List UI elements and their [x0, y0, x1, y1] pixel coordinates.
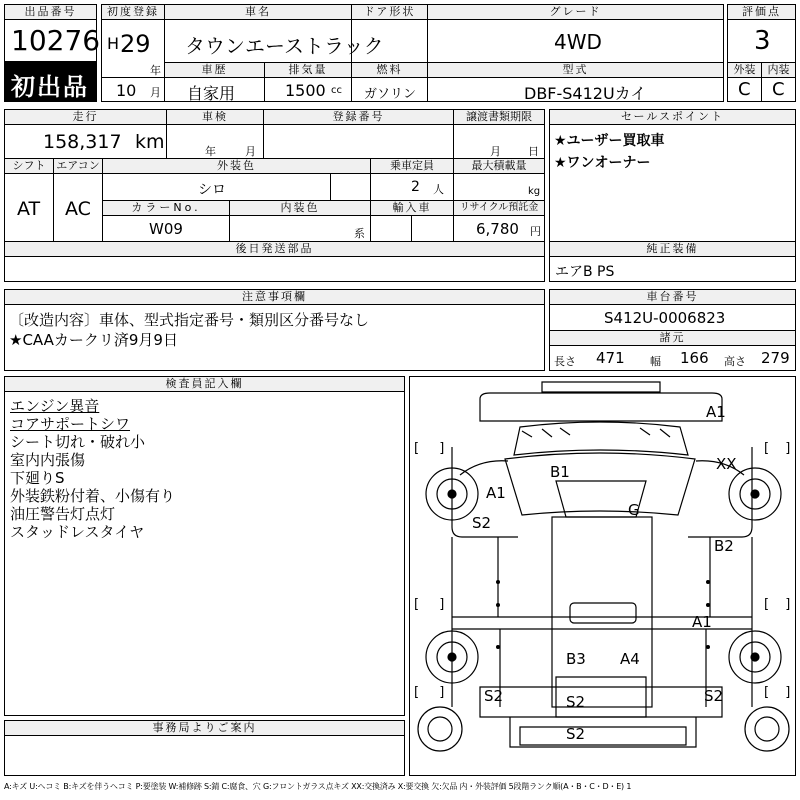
mark-s2-bottom: S2	[566, 725, 586, 743]
import-label: 輸入車	[370, 200, 454, 216]
front-bumper-part	[480, 382, 722, 421]
width-label: 幅	[650, 355, 661, 368]
fuel-label: 燃料	[351, 62, 428, 78]
shift-label: シフト	[4, 158, 54, 174]
int-box	[761, 77, 796, 102]
inspector-line-4: 室内内張傷	[10, 451, 86, 469]
ext-box	[727, 77, 762, 102]
score-value: 3	[754, 26, 771, 56]
chassis-number: S412U-0006823	[604, 309, 726, 327]
history-value: 自家用	[187, 84, 236, 103]
score-label: 評価点	[727, 4, 796, 20]
mileage-value: 158,317	[43, 131, 122, 153]
mark-b2: B2	[714, 537, 734, 555]
transfer-day: 日	[528, 145, 539, 158]
rear-window-part	[570, 603, 636, 623]
mileage-label: 走行	[4, 109, 167, 125]
mark-s2-bottom-center: S2	[566, 693, 586, 711]
first-reg-box	[101, 19, 165, 78]
rear-bed-part	[480, 677, 722, 747]
grade-value: 4WD	[554, 30, 602, 54]
mark-b1: B1	[550, 463, 570, 481]
notes-label: 注意事項欄	[4, 289, 545, 305]
transfer-month: 月	[490, 145, 501, 158]
shift-box	[4, 173, 54, 242]
inspector-line-3: シート切れ・破れ小	[10, 433, 146, 451]
notes-box	[4, 304, 545, 371]
length-label: 長さ	[554, 355, 576, 368]
score-box	[727, 19, 796, 63]
int-color-label: 内装色	[229, 200, 371, 216]
bracket-left-bottom: [ ]	[414, 685, 453, 700]
color-value: シロ	[198, 182, 226, 198]
mark-a1-mid: A1	[692, 613, 712, 631]
ext-grade: C	[738, 79, 751, 100]
reg-box	[263, 124, 454, 159]
later-parts-box	[4, 256, 545, 282]
insp-month-unit: 月	[245, 145, 256, 158]
mark-a4: A4	[620, 650, 640, 668]
color-no-value: W09	[149, 220, 183, 238]
fuel-value: ガソリン	[364, 87, 417, 102]
office-box	[4, 735, 405, 776]
recycle-label: リサイクル預託金	[453, 200, 545, 216]
history-box	[164, 77, 265, 102]
recycle-box	[453, 215, 545, 242]
color-extra-box	[330, 173, 371, 201]
lot-label: 出品番号	[4, 4, 97, 20]
mark-xx: XX	[716, 455, 737, 473]
office-label: 事務局よりご案内	[4, 720, 405, 736]
specs-label: 諸元	[549, 330, 796, 346]
disp-label: 排気量	[264, 62, 352, 78]
month-unit: 月	[150, 86, 161, 99]
inspector-line-8: スタッドレスタイヤ	[10, 523, 145, 541]
transfer-box	[453, 124, 545, 159]
grade-label: グレード	[427, 4, 724, 20]
sales-point-2: ★ワンオーナー	[554, 155, 651, 171]
ac-box	[53, 173, 103, 242]
inspector-line-2: コアサポートシワ	[10, 415, 131, 433]
bracket-right-top: [ ]	[764, 441, 797, 456]
load-box	[453, 173, 545, 201]
lot-number-box	[4, 19, 101, 62]
color-no-box	[102, 215, 230, 242]
sales-label: セールスポイント	[549, 109, 796, 125]
mark-g: G	[628, 501, 640, 519]
front-right-tire	[729, 468, 781, 520]
transfer-label: 譲渡書類期限	[453, 109, 545, 125]
inspector-line-5: 下廻りS	[10, 469, 65, 487]
recycle-unit: 円	[530, 225, 541, 238]
int-grade: C	[772, 79, 785, 100]
rear-right-tire	[729, 631, 781, 683]
int-label: 内装	[761, 62, 796, 78]
mark-b3: B3	[566, 650, 586, 668]
import-box	[370, 215, 412, 242]
year-unit: 年	[150, 64, 161, 77]
bracket-right-mid: [ ]	[764, 597, 797, 612]
capacity-box	[370, 173, 454, 201]
capacity-unit: 人	[433, 183, 444, 196]
door-box	[351, 19, 428, 63]
mark-s2-left: S2	[472, 514, 492, 532]
capacity-value: 2	[411, 179, 420, 195]
ac-label: エアコン	[53, 158, 103, 174]
type-value: DBF-S412Uカイ	[524, 84, 647, 103]
grade-box	[427, 19, 724, 63]
inspector-line-7: 油圧警告灯点灯	[10, 505, 116, 523]
mileage-unit: km	[135, 131, 165, 153]
type-box	[427, 77, 724, 102]
lot-number: 10276	[11, 24, 101, 57]
bracket-left-top: [ ]	[414, 441, 453, 456]
recycle-value: 6,780	[476, 220, 519, 238]
inspector-line-6: 外装鉄粉付着、小傷有り	[10, 487, 176, 505]
notes-line-2: ★CAAカークリ済9月9日	[9, 331, 178, 349]
length-value: 471	[596, 349, 625, 367]
capacity-label: 乗車定員	[370, 158, 454, 174]
sales-point-1: ★ユーザー買取車	[554, 133, 665, 149]
spare-tire-right	[745, 707, 789, 751]
first-listing-box	[4, 61, 97, 102]
type-label: 型式	[427, 62, 724, 78]
disp-unit: cc	[331, 85, 342, 96]
height-value: 279	[761, 349, 790, 367]
bracket-right-bottom: [ ]	[764, 685, 797, 700]
first-reg-month-box	[101, 77, 165, 102]
chassis-box	[549, 304, 796, 331]
model-name: タウンエーストラック	[185, 34, 384, 58]
later-parts-label: 後日発送部品	[4, 241, 545, 257]
color-no-label: カラーNo.	[102, 200, 230, 216]
disp-box	[264, 77, 352, 102]
chassis-label: 車台番号	[549, 289, 796, 305]
era: H	[107, 34, 120, 53]
vehicle-diagram	[409, 376, 796, 776]
import-extra-box	[411, 215, 454, 242]
model-label: 車名	[164, 4, 352, 20]
first-listing-badge: 初出品	[11, 73, 89, 101]
sales-box	[549, 124, 796, 242]
color-label: 外装色	[102, 158, 371, 174]
inspector-box	[4, 391, 405, 716]
disp-value: 1500	[285, 81, 326, 100]
marker-dots	[496, 580, 710, 649]
fuel-box	[351, 77, 428, 102]
bracket-left-mid: [ ]	[414, 597, 453, 612]
mark-a1-left: A1	[486, 484, 506, 502]
first-reg-label: 初度登録	[101, 4, 165, 20]
shift-value: AT	[17, 198, 41, 220]
insp-year-unit: 年	[205, 145, 216, 158]
inspector-label: 検査員記入欄	[4, 376, 405, 392]
width-value: 166	[680, 349, 709, 367]
legend: A:キズ U:ヘコミ B:キズを伴うヘコミ P:要塗装 W:補修跡 S:錆 C:腐食、穴 G:フロントガラス点キズ XX:交換済み X:要交換 欠:欠品 内・外装評価 5段階ランク順(A・B・C・D・E) 1	[4, 782, 632, 791]
door-label: ドア形状	[351, 4, 428, 20]
load-label: 最大積載量	[453, 158, 545, 174]
mark-s2-bottom-left: S2	[484, 687, 504, 705]
specs-box	[549, 345, 796, 371]
ac-value: AC	[65, 198, 91, 220]
inspection-box	[166, 124, 264, 159]
genuine-value: エアB PS	[555, 264, 615, 280]
int-color-box	[229, 215, 371, 242]
notes-line-1: 〔改造内容〕車体、型式指定番号・類別区分番号なし	[9, 311, 370, 329]
mileage-box	[4, 124, 167, 159]
inspection-label: 車検	[166, 109, 264, 125]
int-color-unit: 系	[354, 227, 365, 240]
cab-part	[505, 422, 695, 517]
height-label: 高さ	[724, 355, 746, 368]
genuine-label: 純正装備	[549, 241, 796, 257]
reg-label: 登録番号	[263, 109, 454, 125]
color-box	[102, 173, 331, 201]
reg-month: 10	[116, 81, 137, 100]
inspector-line-1: エンジン異音	[10, 397, 100, 415]
spare-tire-left	[418, 707, 462, 751]
history-label: 車歴	[164, 62, 265, 78]
mark-s2-bottom-right: S2	[704, 687, 724, 705]
model-box	[164, 19, 384, 63]
reg-year: 29	[120, 30, 151, 58]
load-unit: kg	[528, 186, 541, 197]
ext-label: 外装	[727, 62, 762, 78]
mark-a1-top: A1	[706, 403, 726, 421]
genuine-box	[549, 256, 796, 282]
